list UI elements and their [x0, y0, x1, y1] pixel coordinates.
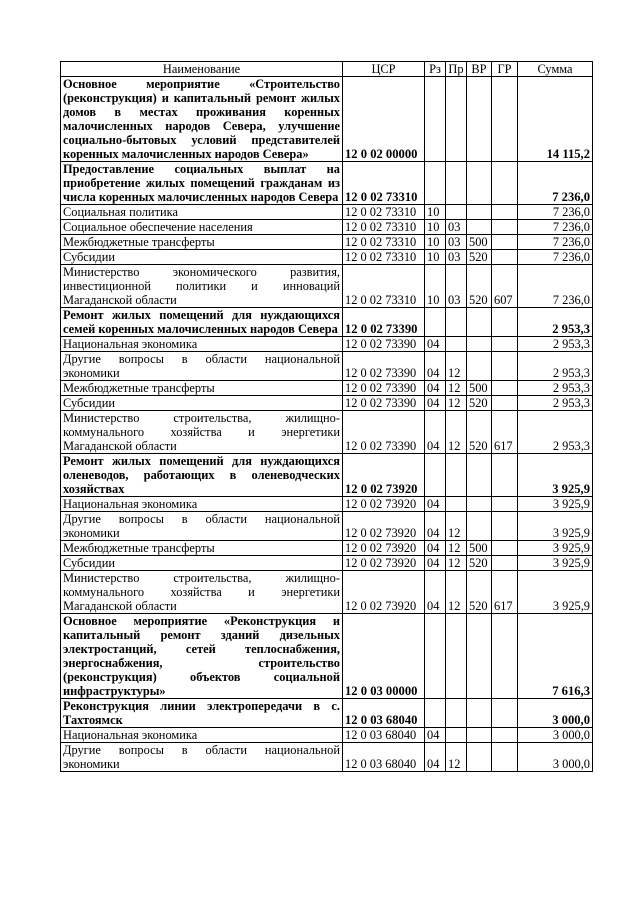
cell-csr: 12 0 02 73390	[343, 396, 425, 411]
cell-rz: 04	[425, 352, 446, 381]
row-name-text: Субсидии	[63, 556, 115, 570]
cell-sum: 3 925,9	[518, 571, 593, 614]
cell-gr	[492, 308, 518, 337]
cell-rz: 10	[425, 220, 446, 235]
table-row	[61, 205, 593, 220]
cell-sum: 2 953,3	[518, 411, 593, 454]
table-row	[61, 411, 593, 454]
cell-rz: 04	[425, 571, 446, 614]
table-row	[61, 396, 593, 411]
cell-sum: 7 236,0	[518, 250, 593, 265]
cell-vr	[467, 162, 492, 205]
cell-rz: 04	[425, 556, 446, 571]
cell-name	[61, 743, 343, 772]
row-name-text: Ремонт жилых помещений для нуждающихся оленеводов, работающих в оленеводческих хозяйствах	[63, 454, 340, 496]
header-row	[61, 62, 593, 77]
cell-vr	[467, 352, 492, 381]
cell-csr: 12 0 02 73920	[343, 541, 425, 556]
cell-vr: 520	[467, 556, 492, 571]
table-row	[61, 235, 593, 250]
table-row	[61, 454, 593, 497]
cell-csr: 12 0 03 68040	[343, 728, 425, 743]
row-name-text: Основное мероприятие «Реконструкция и капитальный ремонт зданий дизельных электростанций, сетей теплоснабжения, энергоснабжения, строительство (реконструкция) объектов социальной инфраструктуры»	[63, 614, 340, 698]
table-row	[61, 337, 593, 352]
cell-rz: 10	[425, 205, 446, 220]
cell-rz	[425, 699, 446, 728]
row-name-text: Основное мероприятие «Строительство (реконструкция) и капитальный ремонт жилых домов в местах проживания коренных малочисленных народов Севера, улучшение социально-бытовых условий представителей коренных малочисленных народов Севера»	[63, 77, 340, 161]
cell-gr	[492, 556, 518, 571]
cell-csr: 12 0 02 73390	[343, 308, 425, 337]
cell-name	[61, 220, 343, 235]
row-name-text: Национальная экономика	[63, 728, 198, 742]
cell-rz: 04	[425, 497, 446, 512]
cell-csr: 12 0 02 73390	[343, 352, 425, 381]
table-row	[61, 77, 593, 162]
cell-name	[61, 497, 343, 512]
header-rz: Рз	[425, 62, 446, 77]
cell-rz: 04	[425, 381, 446, 396]
cell-rz: 04	[425, 396, 446, 411]
cell-sum: 3 925,9	[518, 454, 593, 497]
cell-vr	[467, 743, 492, 772]
cell-rz: 04	[425, 541, 446, 556]
table-row	[61, 699, 593, 728]
cell-name	[61, 162, 343, 205]
cell-rz: 04	[425, 411, 446, 454]
cell-pr: 12	[446, 556, 467, 571]
cell-pr: 03	[446, 265, 467, 308]
cell-rz	[425, 614, 446, 699]
cell-sum: 14 115,2	[518, 77, 593, 162]
cell-gr	[492, 235, 518, 250]
table-row	[61, 352, 593, 381]
row-name-text: Межбюджетные трансферты	[63, 381, 215, 395]
cell-gr	[492, 699, 518, 728]
cell-vr	[467, 614, 492, 699]
cell-sum: 3 000,0	[518, 743, 593, 772]
cell-vr	[467, 699, 492, 728]
cell-pr: 12	[446, 411, 467, 454]
cell-name	[61, 205, 343, 220]
row-name-text: Ремонт жилых помещений для нуждающихся семей коренных малочисленных народов Севера	[63, 308, 340, 336]
cell-csr: 12 0 02 73920	[343, 512, 425, 541]
table-row	[61, 512, 593, 541]
cell-csr: 12 0 02 73390	[343, 381, 425, 396]
cell-pr: 12	[446, 352, 467, 381]
cell-gr	[492, 162, 518, 205]
cell-csr: 12 0 02 73310	[343, 162, 425, 205]
row-name-text: Министерство экономического развития, инвестиционной политики и инноваций Магаданской области	[63, 265, 340, 307]
cell-pr: 03	[446, 235, 467, 250]
cell-sum: 2 953,3	[518, 352, 593, 381]
cell-vr: 500	[467, 541, 492, 556]
cell-vr	[467, 77, 492, 162]
row-name-text: Социальное обеспечение населения	[63, 220, 253, 234]
cell-vr	[467, 220, 492, 235]
cell-name	[61, 308, 343, 337]
table-row	[61, 614, 593, 699]
header-name: Наименование	[61, 62, 343, 77]
row-name-text: Другие вопросы в области национальной экономики	[63, 352, 340, 380]
cell-rz	[425, 454, 446, 497]
cell-gr	[492, 743, 518, 772]
cell-name	[61, 571, 343, 614]
cell-gr	[492, 541, 518, 556]
cell-name	[61, 411, 343, 454]
cell-csr: 12 0 02 73310	[343, 220, 425, 235]
cell-name	[61, 699, 343, 728]
header-gr: ГР	[492, 62, 518, 77]
cell-sum: 3 925,9	[518, 556, 593, 571]
row-name-text: Социальная политика	[63, 205, 178, 219]
cell-vr: 520	[467, 411, 492, 454]
cell-csr: 12 0 02 73390	[343, 411, 425, 454]
cell-pr: 12	[446, 541, 467, 556]
cell-sum: 3 925,9	[518, 541, 593, 556]
cell-rz: 04	[425, 728, 446, 743]
row-name-text: Межбюджетные трансферты	[63, 235, 215, 249]
cell-name	[61, 512, 343, 541]
cell-sum: 2 953,3	[518, 381, 593, 396]
cell-pr: 12	[446, 512, 467, 541]
cell-sum: 7 236,0	[518, 205, 593, 220]
cell-csr: 12 0 02 73390	[343, 337, 425, 352]
cell-csr: 12 0 03 00000	[343, 614, 425, 699]
cell-name	[61, 396, 343, 411]
row-name-text: Национальная экономика	[63, 337, 198, 351]
cell-csr: 12 0 02 73920	[343, 454, 425, 497]
cell-sum: 2 953,3	[518, 396, 593, 411]
cell-pr: 12	[446, 396, 467, 411]
cell-rz: 10	[425, 250, 446, 265]
budget-table	[60, 61, 593, 772]
table-row	[61, 571, 593, 614]
cell-csr: 12 0 02 73310	[343, 250, 425, 265]
cell-gr	[492, 512, 518, 541]
cell-pr	[446, 205, 467, 220]
row-name-text: Министерство строительства, жилищно-коммунального хозяйства и энергетики Магаданской области	[63, 571, 340, 613]
cell-rz: 04	[425, 337, 446, 352]
cell-vr	[467, 454, 492, 497]
cell-vr	[467, 497, 492, 512]
cell-vr: 500	[467, 235, 492, 250]
header-csr: ЦСР	[343, 62, 425, 77]
cell-pr	[446, 77, 467, 162]
cell-sum: 7 236,0	[518, 162, 593, 205]
cell-gr	[492, 220, 518, 235]
cell-vr	[467, 728, 492, 743]
cell-rz: 04	[425, 743, 446, 772]
cell-gr: 607	[492, 265, 518, 308]
cell-rz	[425, 77, 446, 162]
cell-pr: 12	[446, 743, 467, 772]
row-name-text: Национальная экономика	[63, 497, 198, 511]
cell-csr: 12 0 03 68040	[343, 743, 425, 772]
cell-pr: 03	[446, 250, 467, 265]
cell-vr: 520	[467, 396, 492, 411]
row-name-text: Межбюджетные трансферты	[63, 541, 215, 555]
cell-name	[61, 728, 343, 743]
row-name-text: Другие вопросы в области национальной экономики	[63, 512, 340, 540]
table-row	[61, 497, 593, 512]
cell-pr	[446, 614, 467, 699]
cell-pr	[446, 497, 467, 512]
cell-csr: 12 0 02 73310	[343, 205, 425, 220]
table-row	[61, 220, 593, 235]
cell-name	[61, 235, 343, 250]
cell-csr: 12 0 02 73310	[343, 265, 425, 308]
table-row	[61, 743, 593, 772]
table-row	[61, 541, 593, 556]
cell-csr: 12 0 02 73920	[343, 497, 425, 512]
cell-pr	[446, 728, 467, 743]
cell-name	[61, 614, 343, 699]
cell-rz	[425, 308, 446, 337]
table-row	[61, 162, 593, 205]
cell-name	[61, 265, 343, 308]
row-name-text: Другие вопросы в области национальной экономики	[63, 743, 340, 771]
cell-rz: 04	[425, 512, 446, 541]
row-name-text: Министерство строительства, жилищно-коммунального хозяйства и энергетики Магаданской области	[63, 411, 340, 453]
cell-vr	[467, 205, 492, 220]
cell-csr: 12 0 02 00000	[343, 77, 425, 162]
cell-gr	[492, 337, 518, 352]
cell-vr	[467, 337, 492, 352]
cell-gr: 617	[492, 571, 518, 614]
row-name-text: Предоставление социальных выплат на приобретение жилых помещений гражданам из числа коренных малочисленных народов Севера	[63, 162, 340, 204]
row-name-text: Субсидии	[63, 396, 115, 410]
cell-pr: 12	[446, 381, 467, 396]
cell-sum: 7 236,0	[518, 265, 593, 308]
cell-name	[61, 454, 343, 497]
header-sum: Сумма	[518, 62, 593, 77]
cell-name	[61, 337, 343, 352]
cell-gr	[492, 497, 518, 512]
header-vr: ВР	[467, 62, 492, 77]
table-row	[61, 308, 593, 337]
cell-gr	[492, 728, 518, 743]
cell-sum: 2 953,3	[518, 308, 593, 337]
cell-gr	[492, 614, 518, 699]
table-row	[61, 728, 593, 743]
cell-sum: 7 616,3	[518, 614, 593, 699]
header-pr: Пр	[446, 62, 467, 77]
cell-sum: 7 236,0	[518, 220, 593, 235]
cell-sum: 3 925,9	[518, 512, 593, 541]
cell-vr: 520	[467, 250, 492, 265]
cell-name	[61, 556, 343, 571]
cell-vr	[467, 308, 492, 337]
cell-sum: 3 000,0	[518, 728, 593, 743]
cell-sum: 2 953,3	[518, 337, 593, 352]
cell-gr	[492, 381, 518, 396]
cell-gr	[492, 454, 518, 497]
table-row	[61, 556, 593, 571]
cell-sum: 3 000,0	[518, 699, 593, 728]
cell-gr	[492, 77, 518, 162]
row-name-text: Реконструкция линии электропередачи в с. Тахтоямск	[63, 699, 340, 727]
cell-csr: 12 0 02 73920	[343, 556, 425, 571]
table-row	[61, 250, 593, 265]
cell-pr: 12	[446, 571, 467, 614]
cell-gr	[492, 205, 518, 220]
table-row	[61, 381, 593, 396]
cell-pr: 03	[446, 220, 467, 235]
cell-name	[61, 352, 343, 381]
cell-gr: 617	[492, 411, 518, 454]
cell-csr: 12 0 02 73310	[343, 235, 425, 250]
cell-csr: 12 0 03 68040	[343, 699, 425, 728]
cell-pr	[446, 454, 467, 497]
cell-name	[61, 77, 343, 162]
cell-pr	[446, 337, 467, 352]
cell-vr	[467, 512, 492, 541]
cell-pr	[446, 162, 467, 205]
cell-gr	[492, 352, 518, 381]
cell-name	[61, 541, 343, 556]
row-name-text: Субсидии	[63, 250, 115, 264]
cell-name	[61, 250, 343, 265]
cell-csr: 12 0 02 73920	[343, 571, 425, 614]
cell-vr: 500	[467, 381, 492, 396]
cell-name	[61, 381, 343, 396]
cell-rz	[425, 162, 446, 205]
cell-gr	[492, 396, 518, 411]
cell-sum: 7 236,0	[518, 235, 593, 250]
cell-rz: 10	[425, 235, 446, 250]
table-row	[61, 265, 593, 308]
cell-rz: 10	[425, 265, 446, 308]
cell-vr: 520	[467, 571, 492, 614]
cell-vr: 520	[467, 265, 492, 308]
cell-pr	[446, 699, 467, 728]
cell-sum: 3 925,9	[518, 497, 593, 512]
cell-pr	[446, 308, 467, 337]
cell-gr	[492, 250, 518, 265]
